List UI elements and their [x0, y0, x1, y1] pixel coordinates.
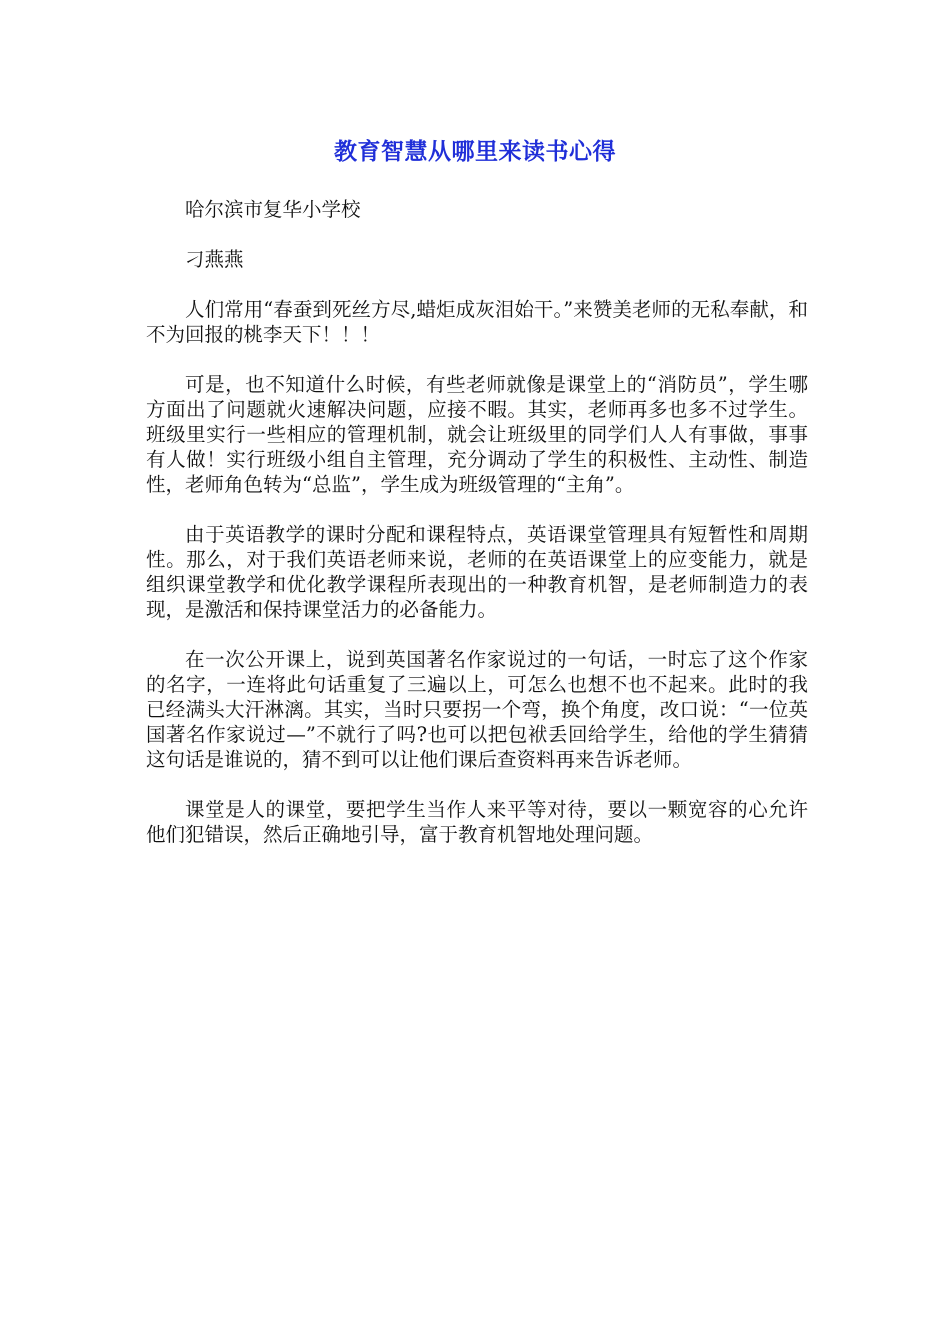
school-name: 哈尔滨市复华小学校 — [185, 198, 361, 221]
document-title: 教育智慧从哪里来读书心得 — [334, 139, 616, 165]
author-name: 刁燕燕 — [185, 248, 244, 271]
document-body — [146, 197, 808, 872]
paragraph: 可是，也不知道什么时候，有些老师就像是课堂上的“消防员”，学生哪方面出了问题就火速解决问题，应接不暇。其实，老师再多也多不过学生。班级里实行一些相应的管理机制，就会让班级里的同学们人人有事做，事事有人做！实行班级小组自主管理，充分调动了学生的积极性、主动性、制造性，老师角色转为“总监”，学生成为班级管理的“主角”。 — [146, 373, 808, 496]
paragraph: 课堂是人的课堂，要把学生当作人来平等对待，要以一颗宽容的心允许他们犯错误，然后正确地引导，富于教育机智地处理问题。 — [146, 798, 808, 846]
paragraph: 由于英语教学的课时分配和课程特点，英语课堂管理具有短暂性和周期性。那么，对于我们英语老师来说，老师的在英语课堂上的应变能力，就是组织课堂教学和优化教学课程所表现出的一种教育机智，是老师制造力的表现，是激活和保持课堂活力的必备能力。 — [146, 523, 808, 621]
paragraph: 人们常用“春蚕到死丝方尽,蜡炬成灰泪始干。”来赞美老师的无私奉献，和不为回报的桃李天下！！！ — [146, 298, 808, 346]
paragraph: 在一次公开课上，说到英国著名作家说过的一句话，一时忘了这个作家的名字，一连将此句话重复了三遍以上，可怎么也想不也不起来。此时的我已经满头大汗淋漓。其实，当时只要拐一个弯，换个角度，改口说：“一位英国著名作家说过—”不就行了吗?也可以把包袱丢回给学生，给他的学生猜猜这句话是谁说的，猜不到可以让他们课后查资料再来告诉老师。 — [146, 648, 808, 771]
